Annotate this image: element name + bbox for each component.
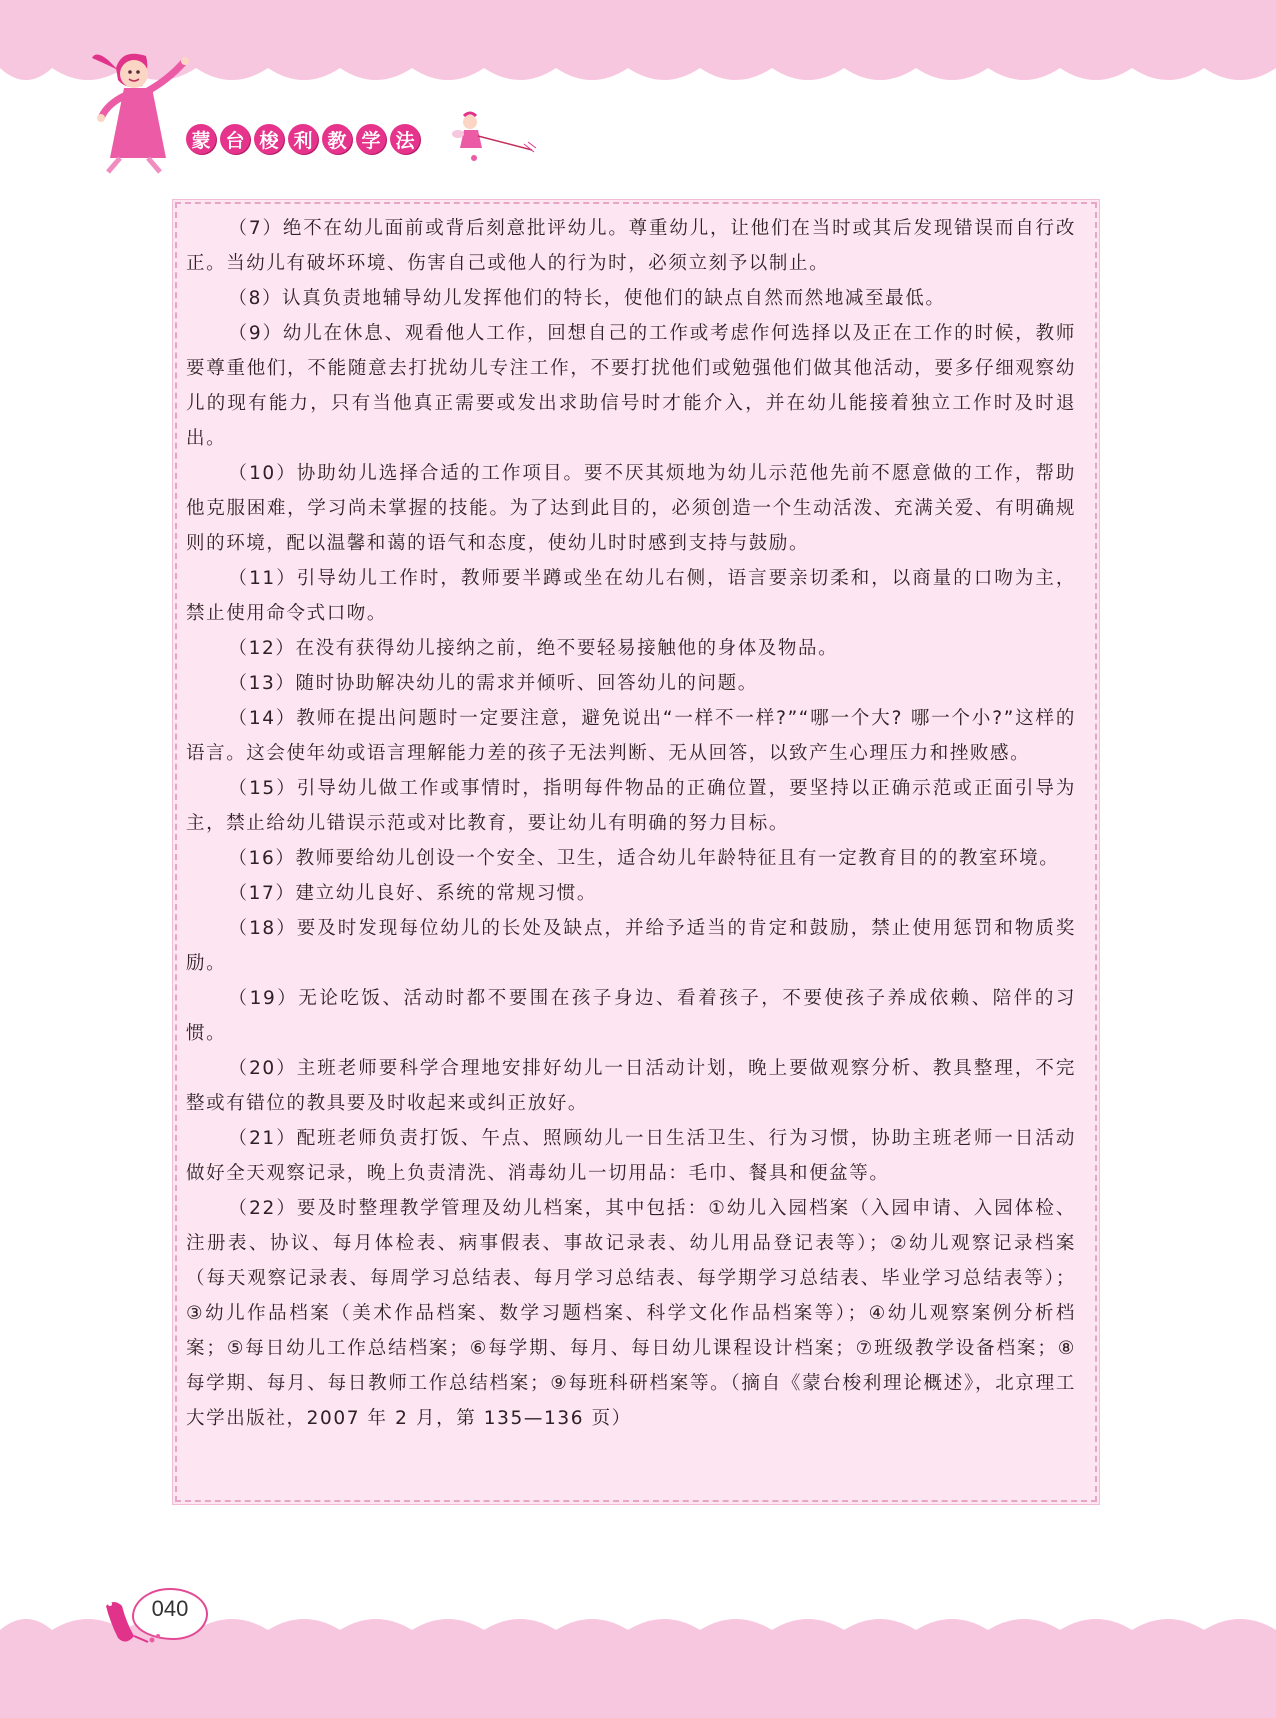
paragraph-9: （9）幼儿在休息、观看他人工作，回想自己的工作或考虑作何选择以及正在工作的时候，教师要尊重他们，不能随意去打扰幼儿专注工作，不要打扰他们或勉强他们做其他活动，要多仔细观察幼儿的现有能力，只有当他真正需要或发出求助信号时才能介入，并在幼儿能接着独立工作时及时退出。 <box>186 323 1076 449</box>
body-text <box>186 211 1076 1436</box>
title-char: 利 <box>288 124 318 154</box>
header-title <box>186 124 420 154</box>
paragraph-18: （18）要及时发现每位幼儿的长处及缺点，并给予适当的肯定和鼓励，禁止使用惩罚和物质奖励。 <box>186 918 1076 974</box>
paragraph-10: （10）协助幼儿选择合适的工作项目。要不厌其烦地为幼儿示范他先前不愿意做的工作，帮助他克服困难，学习尚未掌握的技能。为了达到此目的，必须创造一个生动活泼、充满关爱、有明确规则的环境，配以温馨和蔼的语气和态度，使幼儿时时感到支持与鼓励。 <box>186 463 1076 554</box>
paragraph-8: （8）认真负责地辅导幼儿发挥他们的特长，使他们的缺点自然而然地减至最低。 <box>228 288 946 309</box>
paragraph-22: （22）要及时整理教学管理及幼儿档案，其中包括：①幼儿入园档案（入园申请、入园体检、注册表、协议、每月体检表、病事假表、事故记录表、幼儿用品登记表等）；②幼儿观察记录档案（每天观察记录表、每周学习总结表、每月学习总结表、每学期学习总结表、毕业学习总结表等）；③幼儿作品档案（美术作品档案、数学习题档案、科学文化作品档案等）；④幼儿观察案例分析档案；⑤每日幼儿工作总结档案；⑥每学期、每月、每日幼儿课程设计档案；⑦班级教学设备档案；⑧每学期、每月、每日教师工作总结档案；⑨每班科研档案等。（摘自《蒙台梭利理论概述》，北京理工大学出版社，2007 年 2 月，第 135—136 页） <box>186 1198 1076 1429</box>
paragraph-12: （12）在没有获得幼儿接纳之前，绝不要轻易接触他的身体及物品。 <box>228 638 839 659</box>
title-char: 蒙 <box>186 124 216 154</box>
paragraph-14: （14）教师在提出问题时一定要注意，避免说出“一样不一样?”“哪一个大? 哪一个小?”这样的语言。这会使年幼或语言理解能力差的孩子无法判断、无从回答，以致产生心理压力和挫败感。 <box>186 708 1076 764</box>
title-char: 梭 <box>254 124 284 154</box>
paragraph-21: （21）配班老师负责打饭、午点、照顾幼儿一日生活卫生、行为习惯，协助主班老师一日活动做好全天观察记录，晚上负责清洗、消毒幼儿一切用品：毛巾、餐具和便盆等。 <box>186 1128 1076 1184</box>
paragraph-15: （15）引导幼儿做工作或事情时，指明每件物品的正确位置，要坚持以正确示范或正面引导为主，禁止给幼儿错误示范或对比教育，要让幼儿有明确的努力目标。 <box>186 778 1076 834</box>
title-char: 法 <box>390 124 420 154</box>
paragraph-7: （7）绝不在幼儿面前或背后刻意批评幼儿。尊重幼儿，让他们在当时或其后发现错误而自行改正。当幼儿有破坏环境、伤害自己或他人的行为时，必须立刻予以制止。 <box>186 218 1076 274</box>
paragraph-19: （19）无论吃饭、活动时都不要围在孩子身边、看着孩子，不要使孩子养成依赖、陪伴的习惯。 <box>186 988 1076 1044</box>
paragraph-16: （16）教师要给幼儿创设一个安全、卫生，适合幼儿年龄特征且有一定教育目的的教室环境。 <box>228 848 1060 869</box>
paragraph-17: （17）建立幼儿良好、系统的常规习惯。 <box>228 883 597 904</box>
title-char: 学 <box>356 124 386 154</box>
bottom-decorative-band <box>0 1648 1276 1718</box>
paragraph-11: （11）引导幼儿工作时，教师要半蹲或坐在幼儿右侧，语言要亲切柔和，以商量的口吻为主，禁止使用命令式口吻。 <box>186 568 1076 624</box>
girl-illustration <box>88 40 208 175</box>
paragraph-20: （20）主班老师要科学合理地安排好幼儿一日活动计划，晚上要做观察分析、教具整理，不完整或有错位的教具要及时收起来或纠正放好。 <box>186 1058 1076 1114</box>
title-char: 教 <box>322 124 352 154</box>
angel-illustration <box>450 108 540 168</box>
paragraph-13: （13）随时协助解决幼儿的需求并倾听、回答幼儿的问题。 <box>228 673 758 694</box>
page-number: 040 <box>151 1596 189 1621</box>
title-char: 台 <box>220 124 250 154</box>
